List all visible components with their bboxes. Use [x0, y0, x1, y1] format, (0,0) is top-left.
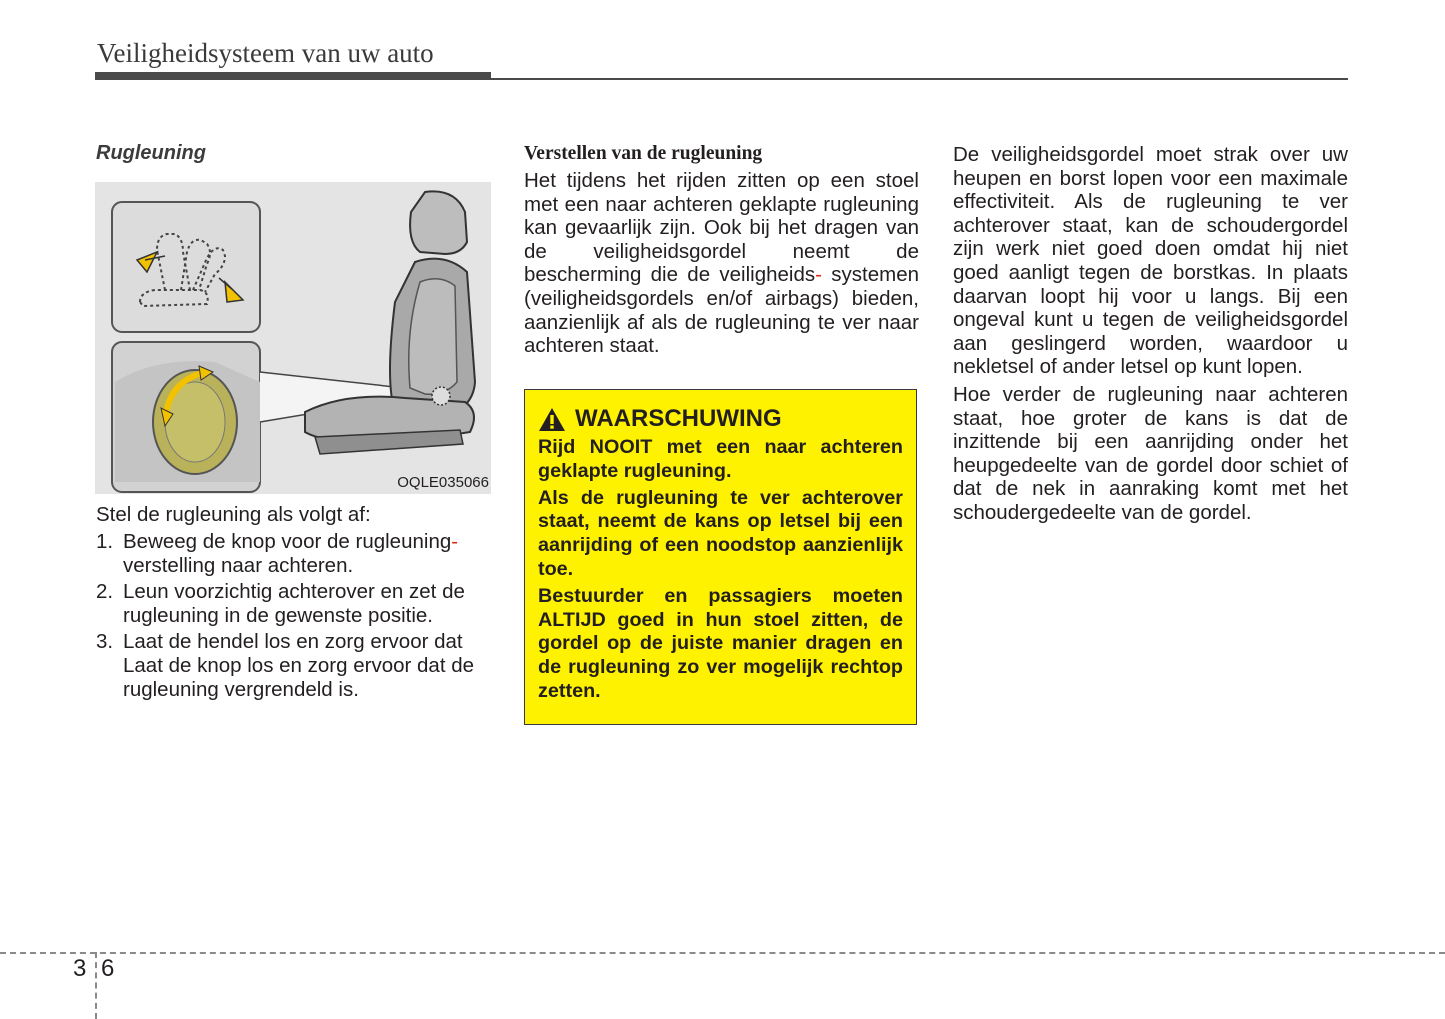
adjustment-steps — [96, 530, 491, 704]
header-rule-accent — [95, 72, 491, 80]
warning-triangle-icon — [538, 407, 566, 432]
list-item — [96, 580, 491, 627]
step-text: Leun voorzichtig achterover en zet de rugleuning in de gewenste positie. — [123, 580, 465, 627]
footer-divider — [95, 952, 97, 1019]
step-text: Laat de knop los en zorg ervoor dat de rugleuning vergrendeld is. — [123, 653, 475, 701]
step-text: Laat de hendel los en zorg ervoor dat — [123, 630, 463, 654]
warning-paragraph: Rijd NOOIT met een naar achteren geklapte rugleuning. — [538, 436, 903, 482]
warning-paragraph: Bestuurder en passagiers moeten ALTIJD goed in hun stoel zitten, de gordel op de juiste manier dragen en de rugleuning zo ver mogelijk rechtop zetten. — [538, 584, 903, 702]
footer-rule — [0, 952, 1445, 954]
warning-title — [538, 404, 903, 434]
step-text: Beweeg de knop voor de rugleuning — [123, 530, 452, 553]
step-number: 2. — [96, 580, 114, 604]
hyphen-mark: - — [451, 530, 459, 553]
list-item — [96, 530, 491, 577]
page-number: 6 — [101, 955, 115, 982]
section-number: 3 — [73, 955, 87, 982]
step-number: 3. — [96, 630, 114, 654]
warning-paragraph: Als de rugleuning te ver achterover staat, neemt de kans op letsel bij een aanrijding of een noodstop aanzienlijk toe. — [538, 486, 903, 580]
intro-text: Stel de rugleuning als volgt af: — [96, 503, 371, 526]
warning-box — [524, 389, 917, 725]
body-paragraph: De veiligheidsgordel moet strak over uw heupen en borst lopen voor een maximale effectiviteit. Als de rugleuning te ver achterover staat, kan de schoudergordel zijn werk niet goed doen omdat hij niet goed aanligt tegen de borstkas. In plaats daarvan loopt hij voor u langs. Bij een ongeval kunt u tegen de veiligheidsgordel aan geslingerd worden, waardoor u nekletsel of ander letsel op kunt lopen. — [953, 143, 1348, 379]
paragraph-text: systemen (veiligheidsgordels en/of airbags) bieden, aanzienlijk af als de rugleuning te ver naar achteren staat. — [524, 263, 919, 358]
seat-recline-figure — [95, 182, 491, 494]
body-paragraph — [524, 169, 919, 358]
warning-title-text: WAARSCHUWING — [575, 405, 782, 432]
hyphen-mark: - — [815, 263, 822, 287]
seat-illustration — [95, 182, 491, 494]
list-item — [96, 630, 491, 701]
step-number: 1. — [96, 530, 114, 553]
paragraph-text: Het tijdens het rijden zitten op een stoel met een naar achteren geklapte rugleuning kan gevaarlijk zijn. Ook bij het dragen van de veiligheidsgordel neemt de bescherming die de veiligheids — [524, 169, 919, 287]
body-paragraph: Hoe verder de rugleuning naar achteren staat, hoe groter de kans is dat de inzittende bij een aanrijding onder het heupgedeelte van de gordel door schiet of dat de nek in aanraking komt met het schoudergedeelte van de gordel. — [953, 382, 1348, 524]
step-text: verstelling naar achteren. — [123, 553, 354, 577]
section-title: Rugleuning — [96, 142, 206, 164]
subheading: Verstellen van de rugleuning — [524, 143, 763, 164]
page-header-title: Veiligheidsysteem van uw auto — [97, 38, 434, 68]
figure-code: OQLE035066 — [397, 474, 489, 491]
